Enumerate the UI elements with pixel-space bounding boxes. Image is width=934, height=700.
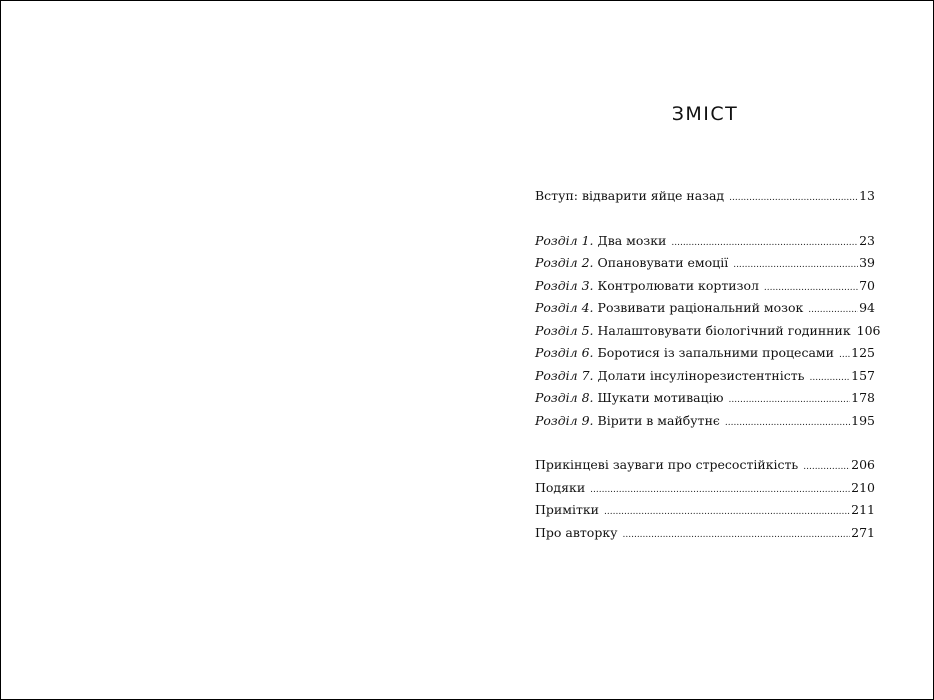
- toc-page-number: 195: [851, 412, 875, 428]
- dot-leader: [725, 412, 850, 435]
- toc-entry-afterword[interactable]: [535, 454, 875, 477]
- toc-entry-chapter-4[interactable]: [535, 297, 875, 320]
- toc-page-number: 125: [851, 345, 875, 360]
- toc-entry-notes[interactable]: [535, 499, 875, 522]
- toc-entry-label: [535, 252, 728, 275]
- toc-entry-chapter-9[interactable]: [535, 410, 875, 433]
- toc-entry-label: [535, 342, 834, 365]
- toc-entry-chapter-5[interactable]: [535, 320, 881, 343]
- toc-entry-label: [535, 365, 804, 388]
- toc-page-number: 70: [859, 277, 875, 293]
- toc-entry-intro[interactable]: [535, 185, 875, 208]
- toc-entry-label: [535, 230, 666, 253]
- chapter-prefix: Розділ 6.: [535, 345, 594, 360]
- dot-leader: [764, 277, 858, 300]
- toc-entry-label: [535, 297, 803, 320]
- chapter-prefix: Розділ 5.: [535, 322, 594, 338]
- toc-entry-chapter-6[interactable]: [535, 342, 875, 365]
- toc-intro-group: [535, 185, 875, 208]
- toc-entry-about-author[interactable]: [535, 522, 875, 545]
- dot-leader: [729, 187, 858, 210]
- toc-page-number: 94: [859, 300, 875, 315]
- chapter-title: Шукати мотивацію: [597, 390, 724, 405]
- chapter-prefix: Розділ 4.: [535, 300, 594, 315]
- chapter-prefix: Розділ 7.: [535, 367, 594, 383]
- toc-chapters-group: [535, 230, 881, 433]
- chapter-title: Опановувати емоції: [597, 255, 729, 270]
- toc-entry-label: Вступ: відварити яйце назад: [535, 188, 725, 203]
- dot-leader: [729, 389, 851, 412]
- toc-page-number: 39: [859, 255, 875, 270]
- toc-page-number: 206: [851, 457, 875, 472]
- toc-entry-label: Прикінцеві зауваги про стресостійкість: [535, 457, 799, 472]
- toc-entry-label: Примітки: [535, 502, 600, 517]
- toc-page-number: 106: [856, 322, 881, 338]
- toc-page-number: 178: [851, 390, 875, 405]
- chapter-title: Контролювати кортизол: [597, 277, 759, 293]
- toc-entry-chapter-1[interactable]: [535, 230, 875, 253]
- chapter-title: Налаштовувати біологічний годинник: [597, 322, 851, 338]
- toc-page-number: 211: [851, 502, 875, 517]
- chapter-prefix: Розділ 2.: [535, 255, 594, 270]
- toc-page-number: 23: [859, 232, 875, 248]
- chapter-prefix: Розділ 1.: [535, 232, 594, 248]
- dot-leader: [803, 456, 850, 479]
- toc-entry-label: [535, 320, 851, 343]
- toc-entry-label: Про авторку: [535, 524, 618, 540]
- dot-leader: [590, 479, 850, 502]
- toc-entry-chapter-3[interactable]: [535, 275, 875, 298]
- dot-leader: [623, 524, 851, 547]
- toc-back-matter-group: [535, 454, 875, 544]
- dot-leader: [839, 344, 850, 367]
- dot-leader: [733, 254, 858, 277]
- toc-page-number: 210: [851, 479, 875, 495]
- dot-leader: [671, 232, 858, 255]
- chapter-title: Боротися із запальними процесами: [597, 345, 834, 360]
- page-title: ЗМІСТ: [671, 103, 739, 125]
- toc-entry-chapter-8[interactable]: [535, 387, 875, 410]
- toc-page-number: 157: [851, 367, 875, 383]
- toc-entry-chapter-2[interactable]: [535, 252, 875, 275]
- chapter-title: Вірити в майбутнє: [597, 412, 720, 428]
- chapter-prefix: Розділ 3.: [535, 277, 594, 293]
- dot-leader: [808, 299, 858, 322]
- chapter-prefix: Розділ 8.: [535, 390, 594, 405]
- toc-entry-label: Подяки: [535, 479, 586, 495]
- chapter-title: Два мозки: [597, 232, 667, 248]
- toc-entry-label: [535, 275, 759, 298]
- toc-page-number: 271: [851, 524, 875, 540]
- toc-page-number: 13: [859, 188, 875, 203]
- dot-leader: [809, 367, 850, 390]
- chapter-title: Розвивати раціональний мозок: [597, 300, 804, 315]
- toc-entry-label: [535, 410, 720, 433]
- toc-entry-acknowledgements[interactable]: [535, 477, 875, 500]
- chapter-prefix: Розділ 9.: [535, 412, 594, 428]
- toc-entry-chapter-7[interactable]: [535, 365, 875, 388]
- table-of-contents: [535, 185, 881, 544]
- dot-leader: [604, 501, 850, 524]
- toc-entry-label: [535, 387, 724, 410]
- chapter-title: Долати інсулінорезистентність: [597, 367, 805, 383]
